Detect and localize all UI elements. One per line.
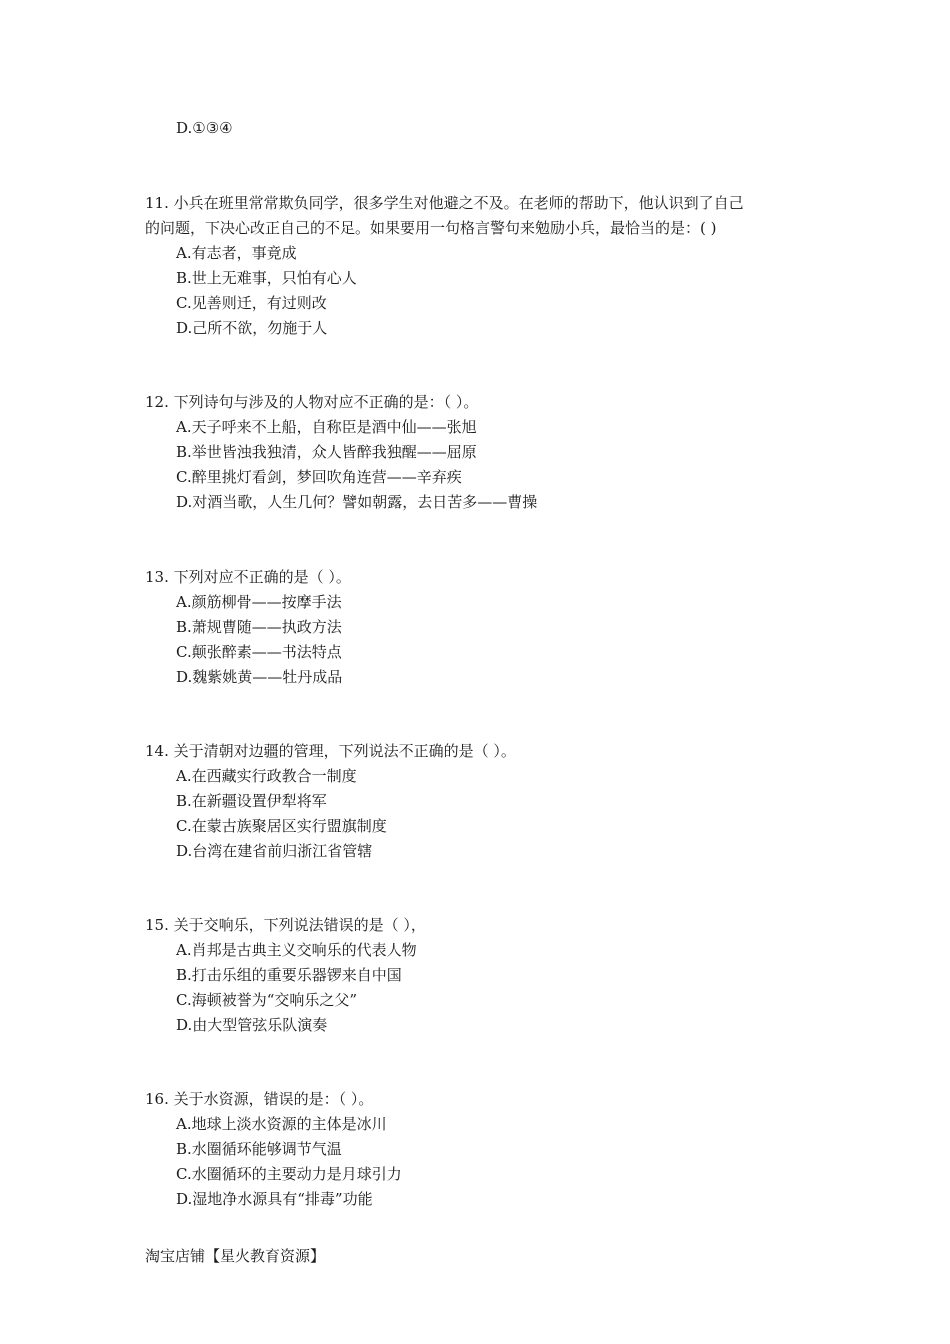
question-12-option-c: C.醉里挑灯看剑，梦回吹角连营——辛弃疾 — [176, 468, 462, 486]
question-11-option-c: C.见善则迁，有过则改 — [176, 294, 327, 312]
question-14-option-d: D.台湾在建省前归浙江省管辖 — [176, 842, 373, 860]
question-11-stem-line-1: 11. 小兵在班里常常欺负同学，很多学生对他避之不及。在老师的帮助下，他认识到了自己 — [145, 194, 744, 212]
previous-option-d: D.①③④ — [176, 119, 233, 137]
question-14-option-a: A.在西藏实行政教合一制度 — [176, 767, 357, 785]
question-13-option-a: A.颜筋柳骨——按摩手法 — [176, 593, 342, 611]
question-12-option-a: A.天子呼来不上船，自称臣是酒中仙——张旭 — [176, 418, 477, 436]
question-11-option-d: D.己所不欲，勿施于人 — [176, 319, 328, 337]
question-15-option-c: C.海顿被誉为“交响乐之父” — [176, 991, 358, 1009]
footer-shop-label: 淘宝店铺【星火教育资源】 — [145, 1247, 326, 1265]
question-15-option-d: D.由大型管弦乐队演奏 — [176, 1016, 328, 1034]
question-16-stem: 16. 关于水资源，错误的是：（ ）。 — [145, 1090, 374, 1108]
question-16-option-c: C.水圈循环的主要动力是月球引力 — [176, 1165, 402, 1183]
question-16-option-d: D.湿地净水源具有“排毒”功能 — [176, 1190, 373, 1208]
question-14-option-c: C.在蒙古族聚居区实行盟旗制度 — [176, 817, 387, 835]
question-15-option-b: B.打击乐组的重要乐器锣来自中国 — [176, 966, 402, 984]
question-15-stem: 15. 关于交响乐，下列说法错误的是（ ）， — [145, 916, 426, 934]
question-12-option-b: B.举世皆浊我独清，众人皆醉我独醒——屈原 — [176, 443, 477, 461]
question-13-option-b: B.萧规曹随——执政方法 — [176, 618, 342, 636]
question-14-stem: 14. 关于清朝对边疆的管理，下列说法不正确的是（ ）。 — [145, 742, 516, 760]
question-16-option-b: B.水圈循环能够调节气温 — [176, 1140, 342, 1158]
question-13-stem: 13. 下列对应不正确的是（ ）。 — [145, 568, 351, 586]
question-16-option-a: A.地球上淡水资源的主体是冰川 — [176, 1115, 387, 1133]
question-12-stem: 12. 下列诗句与涉及的人物对应不正确的是：（ ）。 — [145, 393, 479, 411]
question-14-option-b: B.在新疆设置伊犁将军 — [176, 792, 327, 810]
question-12-option-d: D.对酒当歌，人生几何？譬如朝露，去日苦多——曹操 — [176, 493, 538, 511]
question-13-option-c: C.颠张醉素——书法特点 — [176, 643, 342, 661]
question-15-option-a: A.肖邦是古典主义交响乐的代表人物 — [176, 941, 417, 959]
question-11-option-a: A.有志者，事竟成 — [176, 244, 297, 262]
question-11-stem-line-2: 的问题，下决心改正自己的不足。如果要用一句格言警句来勉励小兵，最恰当的是：( ) — [145, 219, 717, 237]
question-13-option-d: D.魏紫姚黄——牡丹成品 — [176, 668, 343, 686]
question-11-option-b: B.世上无难事，只怕有心人 — [176, 269, 357, 287]
